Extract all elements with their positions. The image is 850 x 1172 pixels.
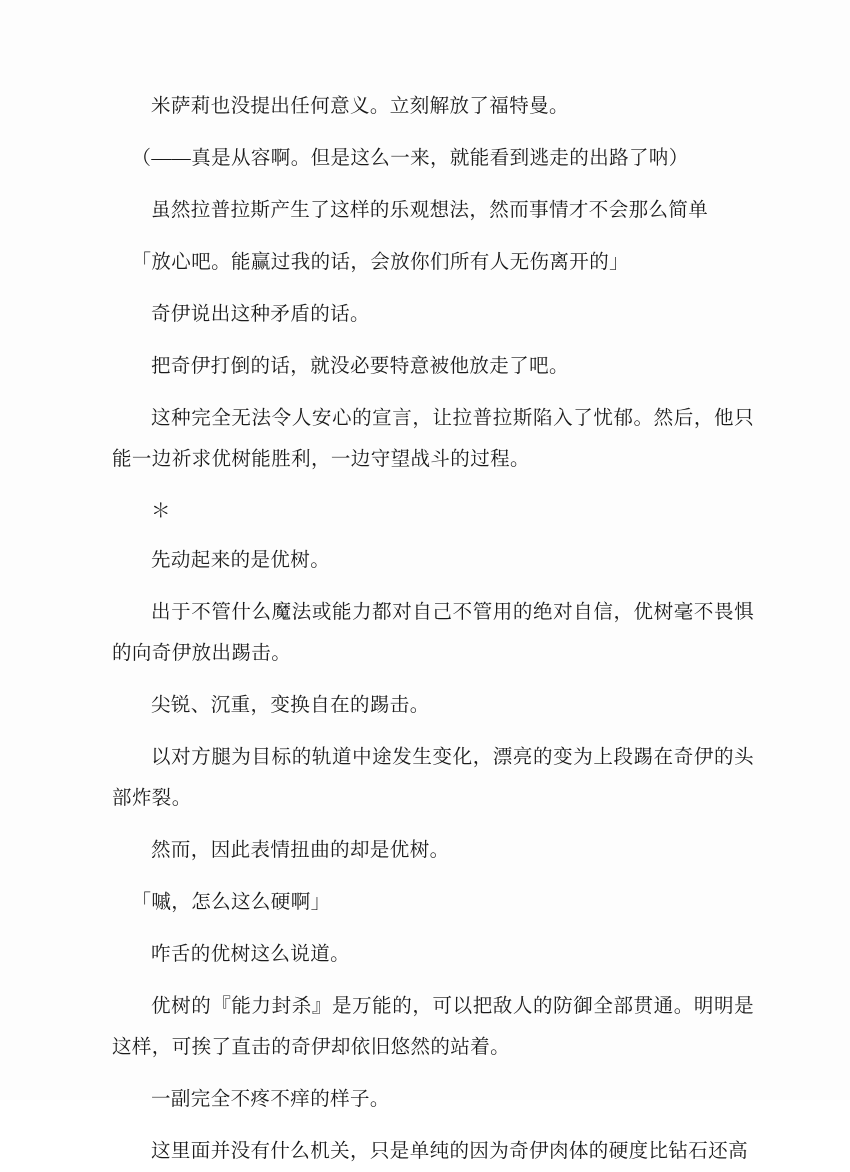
paragraph: 以对方腿为目标的轨道中途发生变化，漂亮的变为上段踢在奇伊的头部炸裂。: [112, 747, 754, 809]
paragraph: 然而，因此表情扭曲的却是优树。: [151, 840, 450, 861]
paragraph: 一副完全不疼不痒的样子。: [151, 1089, 390, 1110]
paragraph: 米萨莉也没提出任何意义。立刻解放了福特曼。: [151, 96, 569, 117]
paragraph-dialogue: 「嘁，怎么这么硬啊」: [131, 892, 331, 913]
paragraph-parenthetical: （——真是从容啊。但是这么一来，就能看到逃走的出路了呐）: [131, 148, 689, 169]
paragraph: 出于不管什么魔法或能力都对自己不管用的绝对自信，优树毫不畏惧的向奇伊放出踢击。: [112, 602, 754, 664]
paragraph: 先动起来的是优树。: [151, 550, 331, 571]
paragraph: 这里面并没有什么机关，只是单纯的因为奇伊肉体的硬度比钻石还高: [151, 1141, 749, 1162]
paragraph-dialogue: 「放心吧。能赢过我的话，会放你们所有人无伤离开的」: [131, 252, 630, 273]
document-body: [112, 86, 754, 1172]
paragraph: 尖锐、沉重，变换自在的踢击。: [151, 695, 430, 716]
paragraph: 这种完全无法令人安心的宣言，让拉普拉斯陷入了忧郁。然后，他只能一边祈求优树能胜利，一边守望战斗的过程。: [112, 408, 754, 470]
paragraph: 虽然拉普拉斯产生了这样的乐观想法，然而事情才不会那么简单: [151, 200, 709, 221]
paragraph: 咋舌的优树这么说道。: [151, 944, 351, 965]
paragraph: 把奇伊打倒的话，就没必要特意被他放走了吧。: [151, 356, 569, 377]
paragraph: 优树的『能力封杀』是万能的，可以把敌人的防御全部贯通。明明是这样，可挨了直击的奇伊却依旧悠然的站着。: [112, 996, 754, 1058]
paragraph: 奇伊说出这种矛盾的话。: [151, 304, 370, 325]
scene-separator: ＊: [151, 501, 171, 522]
